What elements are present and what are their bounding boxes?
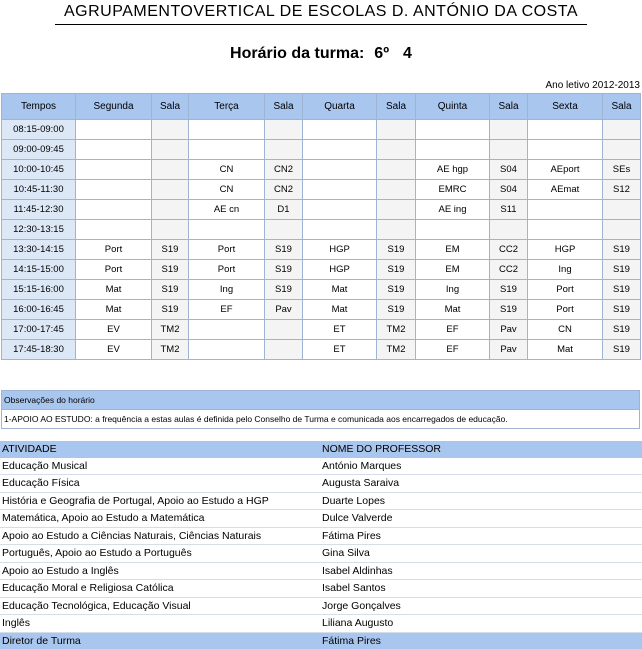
room-cell: S19 (152, 300, 189, 320)
teacher-row (0, 458, 642, 475)
activity-cell: Educação Moral e Religiosa Católica (0, 580, 320, 598)
subject-cell: AEmat (528, 180, 603, 200)
room-cell (377, 200, 416, 220)
activity-cell: História e Geografia de Portugal, Apoio ao Estudo a HGP (0, 492, 320, 510)
activity-cell: Diretor de Turma (0, 632, 320, 649)
room-cell (377, 140, 416, 160)
teacher-row (0, 492, 642, 510)
room-cell: CC2 (490, 240, 528, 260)
subject-cell (303, 120, 377, 140)
subject-cell: AE ing (416, 200, 490, 220)
subject-cell: CN (528, 320, 603, 340)
subject-cell: AE hgp (416, 160, 490, 180)
room-cell (377, 120, 416, 140)
room-cell (603, 200, 641, 220)
subject-cell: EF (189, 300, 265, 320)
room-cell: S19 (152, 280, 189, 300)
subject-cell: AE cn (189, 200, 265, 220)
room-cell: Pav (490, 340, 528, 360)
room-cell: S19 (152, 260, 189, 280)
room-cell: S19 (265, 280, 303, 300)
subject-cell: EV (76, 340, 152, 360)
room-cell (603, 120, 641, 140)
room-cell: S19 (603, 280, 641, 300)
time-slot: 09:00-09:45 (2, 140, 76, 160)
subject-cell: HGP (303, 240, 377, 260)
day-header: Quarta (303, 94, 377, 120)
room-cell: S19 (603, 260, 641, 280)
activity-cell: Português, Apoio ao Estudo a Português (0, 545, 320, 563)
room-cell (265, 340, 303, 360)
room-cell: S19 (265, 240, 303, 260)
teachers-table (0, 441, 642, 649)
room-cell: S04 (490, 160, 528, 180)
room-cell: S19 (377, 240, 416, 260)
room-cell (265, 220, 303, 240)
subject-cell: ET (303, 320, 377, 340)
subject-cell: EM (416, 260, 490, 280)
room-cell: S11 (490, 200, 528, 220)
teacher-name-cell: Duarte Lopes (320, 492, 642, 510)
time-slot: 10:00-10:45 (2, 160, 76, 180)
room-cell: D1 (265, 200, 303, 220)
room-cell (152, 180, 189, 200)
room-cell: S12 (603, 180, 641, 200)
subject-cell (76, 120, 152, 140)
timetable-row (2, 140, 641, 160)
room-cell: S19 (377, 280, 416, 300)
activity-cell: Educação Tecnológica, Educação Visual (0, 597, 320, 615)
teacher-row (0, 545, 642, 563)
room-cell: TM2 (152, 340, 189, 360)
subject-cell (76, 220, 152, 240)
teacher-name-cell: Dulce Valverde (320, 510, 642, 528)
school-year: Ano letivo 2012-2013 (545, 80, 640, 91)
time-slot: 12:30-13:15 (2, 220, 76, 240)
room-cell: S19 (603, 240, 641, 260)
timetable (1, 93, 641, 360)
subject-cell (528, 120, 603, 140)
teacher-name-cell: Liliana Augusto (320, 615, 642, 633)
teacher-row (0, 475, 642, 493)
teacher-name-cell: Isabel Aldinhas (320, 562, 642, 580)
room-cell: S19 (152, 240, 189, 260)
teacher-name-header: NOME DO PROFESSOR (320, 441, 642, 458)
subject-cell (303, 220, 377, 240)
room-cell: TM2 (377, 340, 416, 360)
teacher-row (0, 527, 642, 545)
subject-cell: ET (303, 340, 377, 360)
timetable-row (2, 120, 641, 140)
subject-cell: Port (189, 240, 265, 260)
time-slot: 10:45-11:30 (2, 180, 76, 200)
teacher-row (0, 580, 642, 598)
observations-text: 1-APOIO AO ESTUDO: a frequência a estas aulas é definida pelo Conselho de Turma e comunicada aos encarregados de educação. (1, 410, 640, 429)
room-cell: CN2 (265, 160, 303, 180)
subject-cell: Mat (416, 300, 490, 320)
subject-cell: Ing (189, 280, 265, 300)
time-slot: 11:45-12:30 (2, 200, 76, 220)
activity-cell: Apoio ao Estudo a Ciências Naturais, Ciências Naturais (0, 527, 320, 545)
observations-heading: Observações do horário (1, 390, 640, 410)
subject-cell: HGP (528, 240, 603, 260)
subject-cell: Port (76, 260, 152, 280)
room-cell: TM2 (152, 320, 189, 340)
room-cell: CN2 (265, 180, 303, 200)
title-label: Horário da turma: (230, 45, 365, 62)
teacher-name-cell: Fátima Pires (320, 632, 642, 649)
subject-cell: Port (528, 280, 603, 300)
room-cell (490, 220, 528, 240)
teacher-name-cell: Fátima Pires (320, 527, 642, 545)
teacher-row (0, 510, 642, 528)
time-slot: 15:15-16:00 (2, 280, 76, 300)
timetable-row (2, 180, 641, 200)
room-header: Sala (490, 94, 528, 120)
room-header: Sala (265, 94, 303, 120)
subject-cell (76, 140, 152, 160)
subject-cell: EF (416, 320, 490, 340)
room-cell (152, 120, 189, 140)
teacher-name-cell: Gina Silva (320, 545, 642, 563)
subject-cell: EM (416, 240, 490, 260)
teacher-name-cell: Augusta Saraiva (320, 475, 642, 493)
time-slot: 13:30-14:15 (2, 240, 76, 260)
room-cell (377, 180, 416, 200)
subject-cell (416, 140, 490, 160)
subject-cell: CN (189, 180, 265, 200)
observations-panel (1, 390, 640, 429)
subject-cell: CN (189, 160, 265, 180)
subject-cell (528, 140, 603, 160)
subject-cell: Mat (76, 300, 152, 320)
room-cell: S04 (490, 180, 528, 200)
timetable-header-row (2, 94, 641, 120)
room-cell (152, 140, 189, 160)
subject-cell (303, 200, 377, 220)
room-cell (152, 160, 189, 180)
timetable-row (2, 200, 641, 220)
subject-cell (76, 160, 152, 180)
subject-cell: Mat (76, 280, 152, 300)
room-cell (152, 220, 189, 240)
room-cell: Pav (490, 320, 528, 340)
subject-cell: Mat (303, 280, 377, 300)
room-cell: Pav (265, 300, 303, 320)
timetable-row (2, 260, 641, 280)
teacher-row (0, 615, 642, 633)
room-cell: TM2 (377, 320, 416, 340)
room-cell (152, 200, 189, 220)
title-class: 4 (403, 45, 412, 62)
room-cell (377, 160, 416, 180)
room-cell (603, 220, 641, 240)
timetable-row (2, 300, 641, 320)
room-cell: S19 (603, 320, 641, 340)
time-slot: 08:15-09:00 (2, 120, 76, 140)
subject-cell (303, 180, 377, 200)
subject-cell (528, 200, 603, 220)
teacher-name-cell: Isabel Santos (320, 580, 642, 598)
activity-cell: Matemática, Apoio ao Estudo a Matemática (0, 510, 320, 528)
timetable-row (2, 280, 641, 300)
subject-cell: Port (76, 240, 152, 260)
room-cell: S19 (377, 260, 416, 280)
subject-cell: Port (528, 300, 603, 320)
subject-cell: Mat (303, 300, 377, 320)
activity-cell: Educação Física (0, 475, 320, 493)
page-title (0, 45, 642, 63)
room-cell (265, 320, 303, 340)
room-cell: SEs (603, 160, 641, 180)
room-header: Sala (152, 94, 189, 120)
subject-cell (189, 140, 265, 160)
subject-cell: Ing (416, 280, 490, 300)
subject-cell (303, 140, 377, 160)
activity-header: ATIVIDADE (0, 441, 320, 458)
room-cell (265, 120, 303, 140)
subject-cell: EF (416, 340, 490, 360)
time-slot: 17:00-17:45 (2, 320, 76, 340)
timetable-row (2, 320, 641, 340)
room-cell (603, 140, 641, 160)
timetable-row (2, 160, 641, 180)
subject-cell: Ing (528, 260, 603, 280)
timetable-row (2, 220, 641, 240)
subject-cell (189, 120, 265, 140)
subject-cell: AEport (528, 160, 603, 180)
subject-cell (189, 220, 265, 240)
time-slot: 17:45-18:30 (2, 340, 76, 360)
subject-cell (189, 320, 265, 340)
teacher-row (0, 597, 642, 615)
times-header: Tempos (2, 94, 76, 120)
room-cell: S19 (265, 260, 303, 280)
subject-cell: Port (189, 260, 265, 280)
room-cell: S19 (377, 300, 416, 320)
subject-cell (76, 200, 152, 220)
teacher-row (0, 562, 642, 580)
teacher-name-cell: António Marques (320, 458, 642, 475)
room-header: Sala (377, 94, 416, 120)
title-year: 6º (374, 45, 390, 62)
timetable-row (2, 240, 641, 260)
timetable-row (2, 340, 641, 360)
day-header: Terça (189, 94, 265, 120)
room-cell: S19 (603, 340, 641, 360)
time-slot: 16:00-16:45 (2, 300, 76, 320)
day-header: Sexta (528, 94, 603, 120)
room-cell: S19 (490, 280, 528, 300)
subject-cell (76, 180, 152, 200)
room-cell: S19 (603, 300, 641, 320)
subject-cell: Mat (528, 340, 603, 360)
room-cell (265, 140, 303, 160)
room-cell (490, 140, 528, 160)
day-header: Quinta (416, 94, 490, 120)
time-slot: 14:15-15:00 (2, 260, 76, 280)
subject-cell: HGP (303, 260, 377, 280)
activity-cell: Inglês (0, 615, 320, 633)
teacher-name-cell: Jorge Gonçalves (320, 597, 642, 615)
subject-cell (416, 220, 490, 240)
room-cell (490, 120, 528, 140)
day-header: Segunda (76, 94, 152, 120)
subject-cell (416, 120, 490, 140)
subject-cell: EV (76, 320, 152, 340)
school-name: AGRUPAMENTOVERTICAL DE ESCOLAS D. ANTÓNIO DA COSTA (55, 3, 587, 25)
activity-cell: Apoio ao Estudo a Inglês (0, 562, 320, 580)
room-cell: CC2 (490, 260, 528, 280)
activity-cell: Educação Musical (0, 458, 320, 475)
subject-cell (528, 220, 603, 240)
room-cell: S19 (490, 300, 528, 320)
teacher-row (0, 632, 642, 649)
room-header: Sala (603, 94, 641, 120)
subject-cell (189, 340, 265, 360)
subject-cell (303, 160, 377, 180)
subject-cell: EMRC (416, 180, 490, 200)
room-cell (377, 220, 416, 240)
